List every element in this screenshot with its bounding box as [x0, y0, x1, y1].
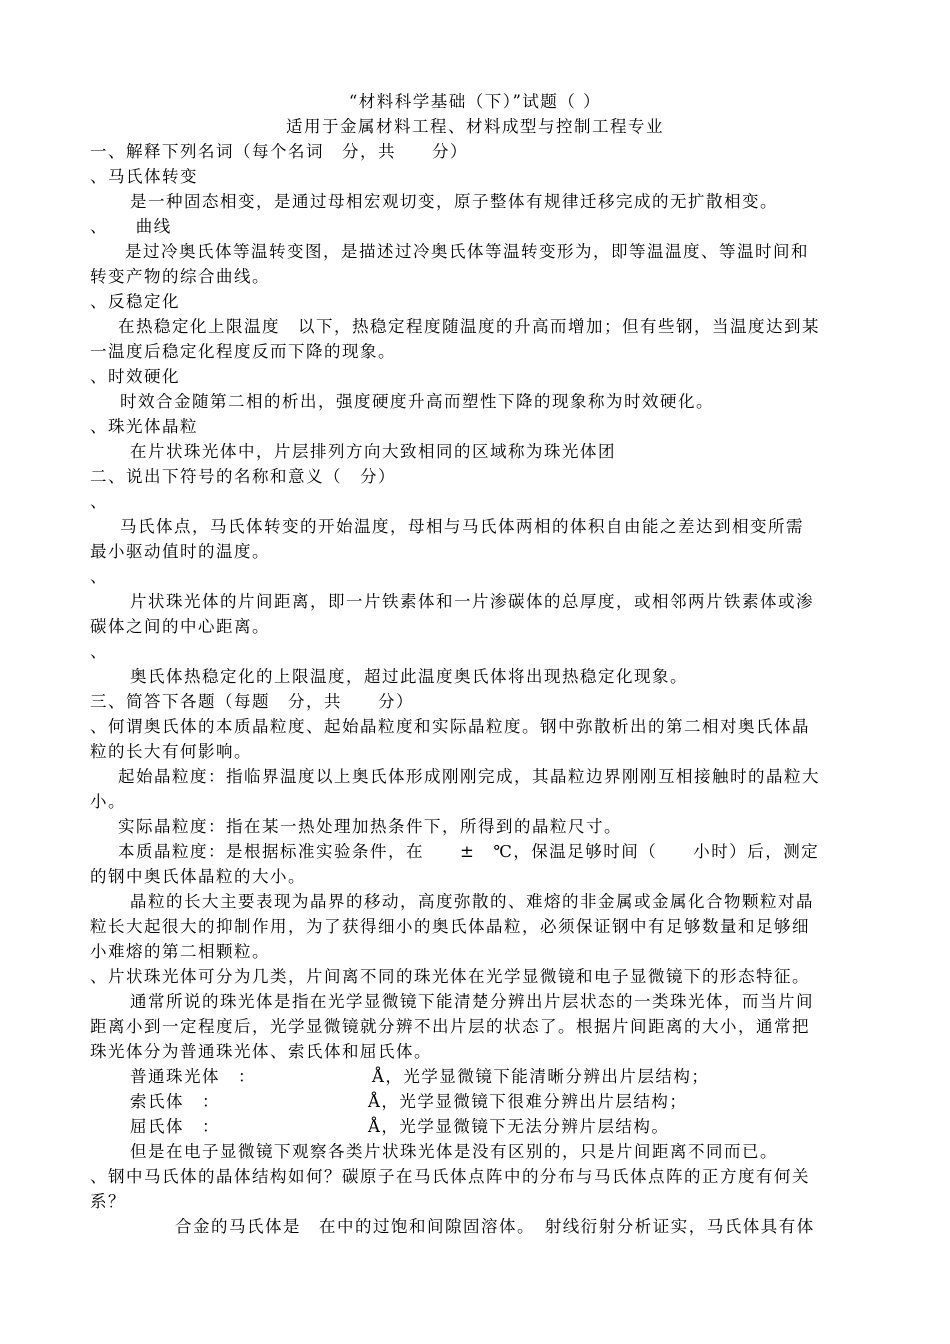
document-title: “材料科学基础（下）”试题（ ）: [348, 92, 602, 111]
document-subtitle: 适用于金属材料工程、材料成型与控制工程专业: [286, 117, 664, 136]
term-definition: 是一种固态相变，是通过母相宏观切变，原子整体有规律迁移完成的无扩散相变。: [130, 192, 778, 211]
term-pearlite-grain: 、珠光体晶粒: [90, 417, 198, 436]
term-definition: 是过冷奥氏体等温转变图，是描述过冷奥氏体等温转变形为，即等温温度、等温时间和: [125, 242, 809, 261]
answer-paragraph: 本质晶粒度：是根据标准实验条件，在 ± ℃，保温足够时间（ 小时）后，测定: [118, 842, 820, 861]
answer-paragraph-cont: 珠光体分为普通珠光体、索氏体和屈氏体。: [90, 1042, 432, 1061]
symbol-marker: 、: [90, 492, 108, 511]
answer-paragraph: 合金的马氏体是 在中的过饱和间隙固溶体。 射线衍射分析证实，马氏体具有体: [175, 1217, 815, 1236]
sorbite-type-desc: Å，光学显微镜下很难分辨出片层结构；: [368, 1092, 688, 1111]
answer-paragraph: 起始晶粒度：指临界温度以上奥氏体形成刚刚完成，其晶粒边界刚刚互相接触时的晶粒大: [118, 767, 820, 786]
answer-paragraph: 晶粒的长大主要表现为晶界的移动，高度弥散的、难熔的非金属或金属化合物颗粒对晶: [130, 892, 814, 911]
term-curve: 、 曲线: [90, 217, 172, 236]
symbol-definition: 马氏体点，马氏体转变的开始温度，母相与马氏体两相的体积自由能之差达到相变所需: [120, 517, 804, 536]
term-definition: 在热稳定化上限温度 以下，热稳定程度随温度的升高而增加；但有些钢，当温度达到某: [118, 317, 820, 336]
term-definition-cont: 一温度后稳定化程度反而下降的现象。: [90, 342, 396, 361]
question-3: 、钢中马氏体的晶体结构如何？碳原子在马氏体点阵中的分布与马氏体点阵的正方度有何关: [90, 1167, 810, 1186]
term-definition: 在片状珠光体中，片层排列方向大致相同的区域称为珠光体团: [130, 442, 616, 461]
section-1-heading: 一、解释下列名词（每个名词 分，共 分）: [90, 142, 468, 161]
sorbite-type-name: 索氏体 ：: [130, 1092, 220, 1111]
troostite-type-name: 屈氏体 ：: [130, 1117, 220, 1136]
symbol-marker: 、: [90, 642, 108, 661]
term-definition: 时效合金随第二相的析出，强度硬度升高而塑性下降的现象称为时效硬化。: [120, 392, 714, 411]
term-definition-cont: 转变产物的综合曲线。: [90, 267, 270, 286]
symbol-definition: 奥氏体热稳定化的上限温度，超过此温度奥氏体将出现热稳定化现象。: [130, 667, 688, 686]
symbol-definition-cont: 碳体之间的中心距离。: [90, 617, 270, 636]
term-age-hardening: 、时效硬化: [90, 367, 180, 386]
pearlite-type-desc: Å，光学显微镜下能清晰分辨出片层结构；: [372, 1067, 710, 1086]
answer-paragraph: 实际晶粒度：指在某一热处理加热条件下，所得到的晶粒尺寸。: [118, 817, 622, 836]
answer-paragraph: 但是在电子显微镜下观察各类片状珠光体是没有区别的，只是片间距离不同而已。: [130, 1142, 778, 1161]
answer-paragraph-cont: 粒长大起很大的抑制作用，为了获得细小的奥氏体晶粒，必须保证钢中有足够数量和足够细: [90, 917, 810, 936]
answer-paragraph: 通常所说的珠光体是指在光学显微镜下能清楚分辨出片层状态的一类珠光体，而当片间: [130, 992, 814, 1011]
section-3-heading: 三、简答下各题（每题 分，共 分）: [90, 692, 414, 711]
symbol-definition-cont: 最小驱动值时的温度。: [90, 542, 270, 561]
section-2-heading: 二、说出下符号的名称和意义（ 分）: [90, 467, 396, 486]
answer-paragraph-cont: 小难熔的第二相颗粒。: [90, 942, 270, 961]
answer-paragraph-cont: 的钢中奥氏体晶粒的大小。: [90, 867, 306, 886]
term-anti-stabilization: 、反稳定化: [90, 292, 180, 311]
pearlite-type-name: 普通珠光体 ：: [130, 1067, 256, 1086]
troostite-type-desc: Å，光学显微镜下无法分辨片层结构。: [368, 1117, 670, 1136]
question-1-cont: 粒的长大有何影响。: [90, 742, 252, 761]
answer-paragraph-cont: 距离小到一定程度后，光学显微镜就分辨不出片层的状态了。根据片间距离的大小，通常把: [90, 1017, 810, 1036]
term-martensite-transformation: 、马氏体转变: [90, 167, 198, 186]
question-2: 、片状珠光体可分为几类，片间离不同的珠光体在光学显微镜和电子显微镜下的形态特征。: [90, 967, 810, 986]
question-1: 、何谓奥氏体的本质晶粒度、起始晶粒度和实际晶粒度。钢中弥散析出的第二相对奥氏体晶: [90, 717, 810, 736]
answer-paragraph-cont: 小。: [90, 792, 126, 811]
symbol-marker: 、: [90, 567, 108, 586]
question-3-cont: 系？: [90, 1192, 126, 1211]
symbol-definition: 片状珠光体的片间距离，即一片铁素体和一片渗碳体的总厚度，或相邻两片铁素体或渗: [130, 592, 814, 611]
